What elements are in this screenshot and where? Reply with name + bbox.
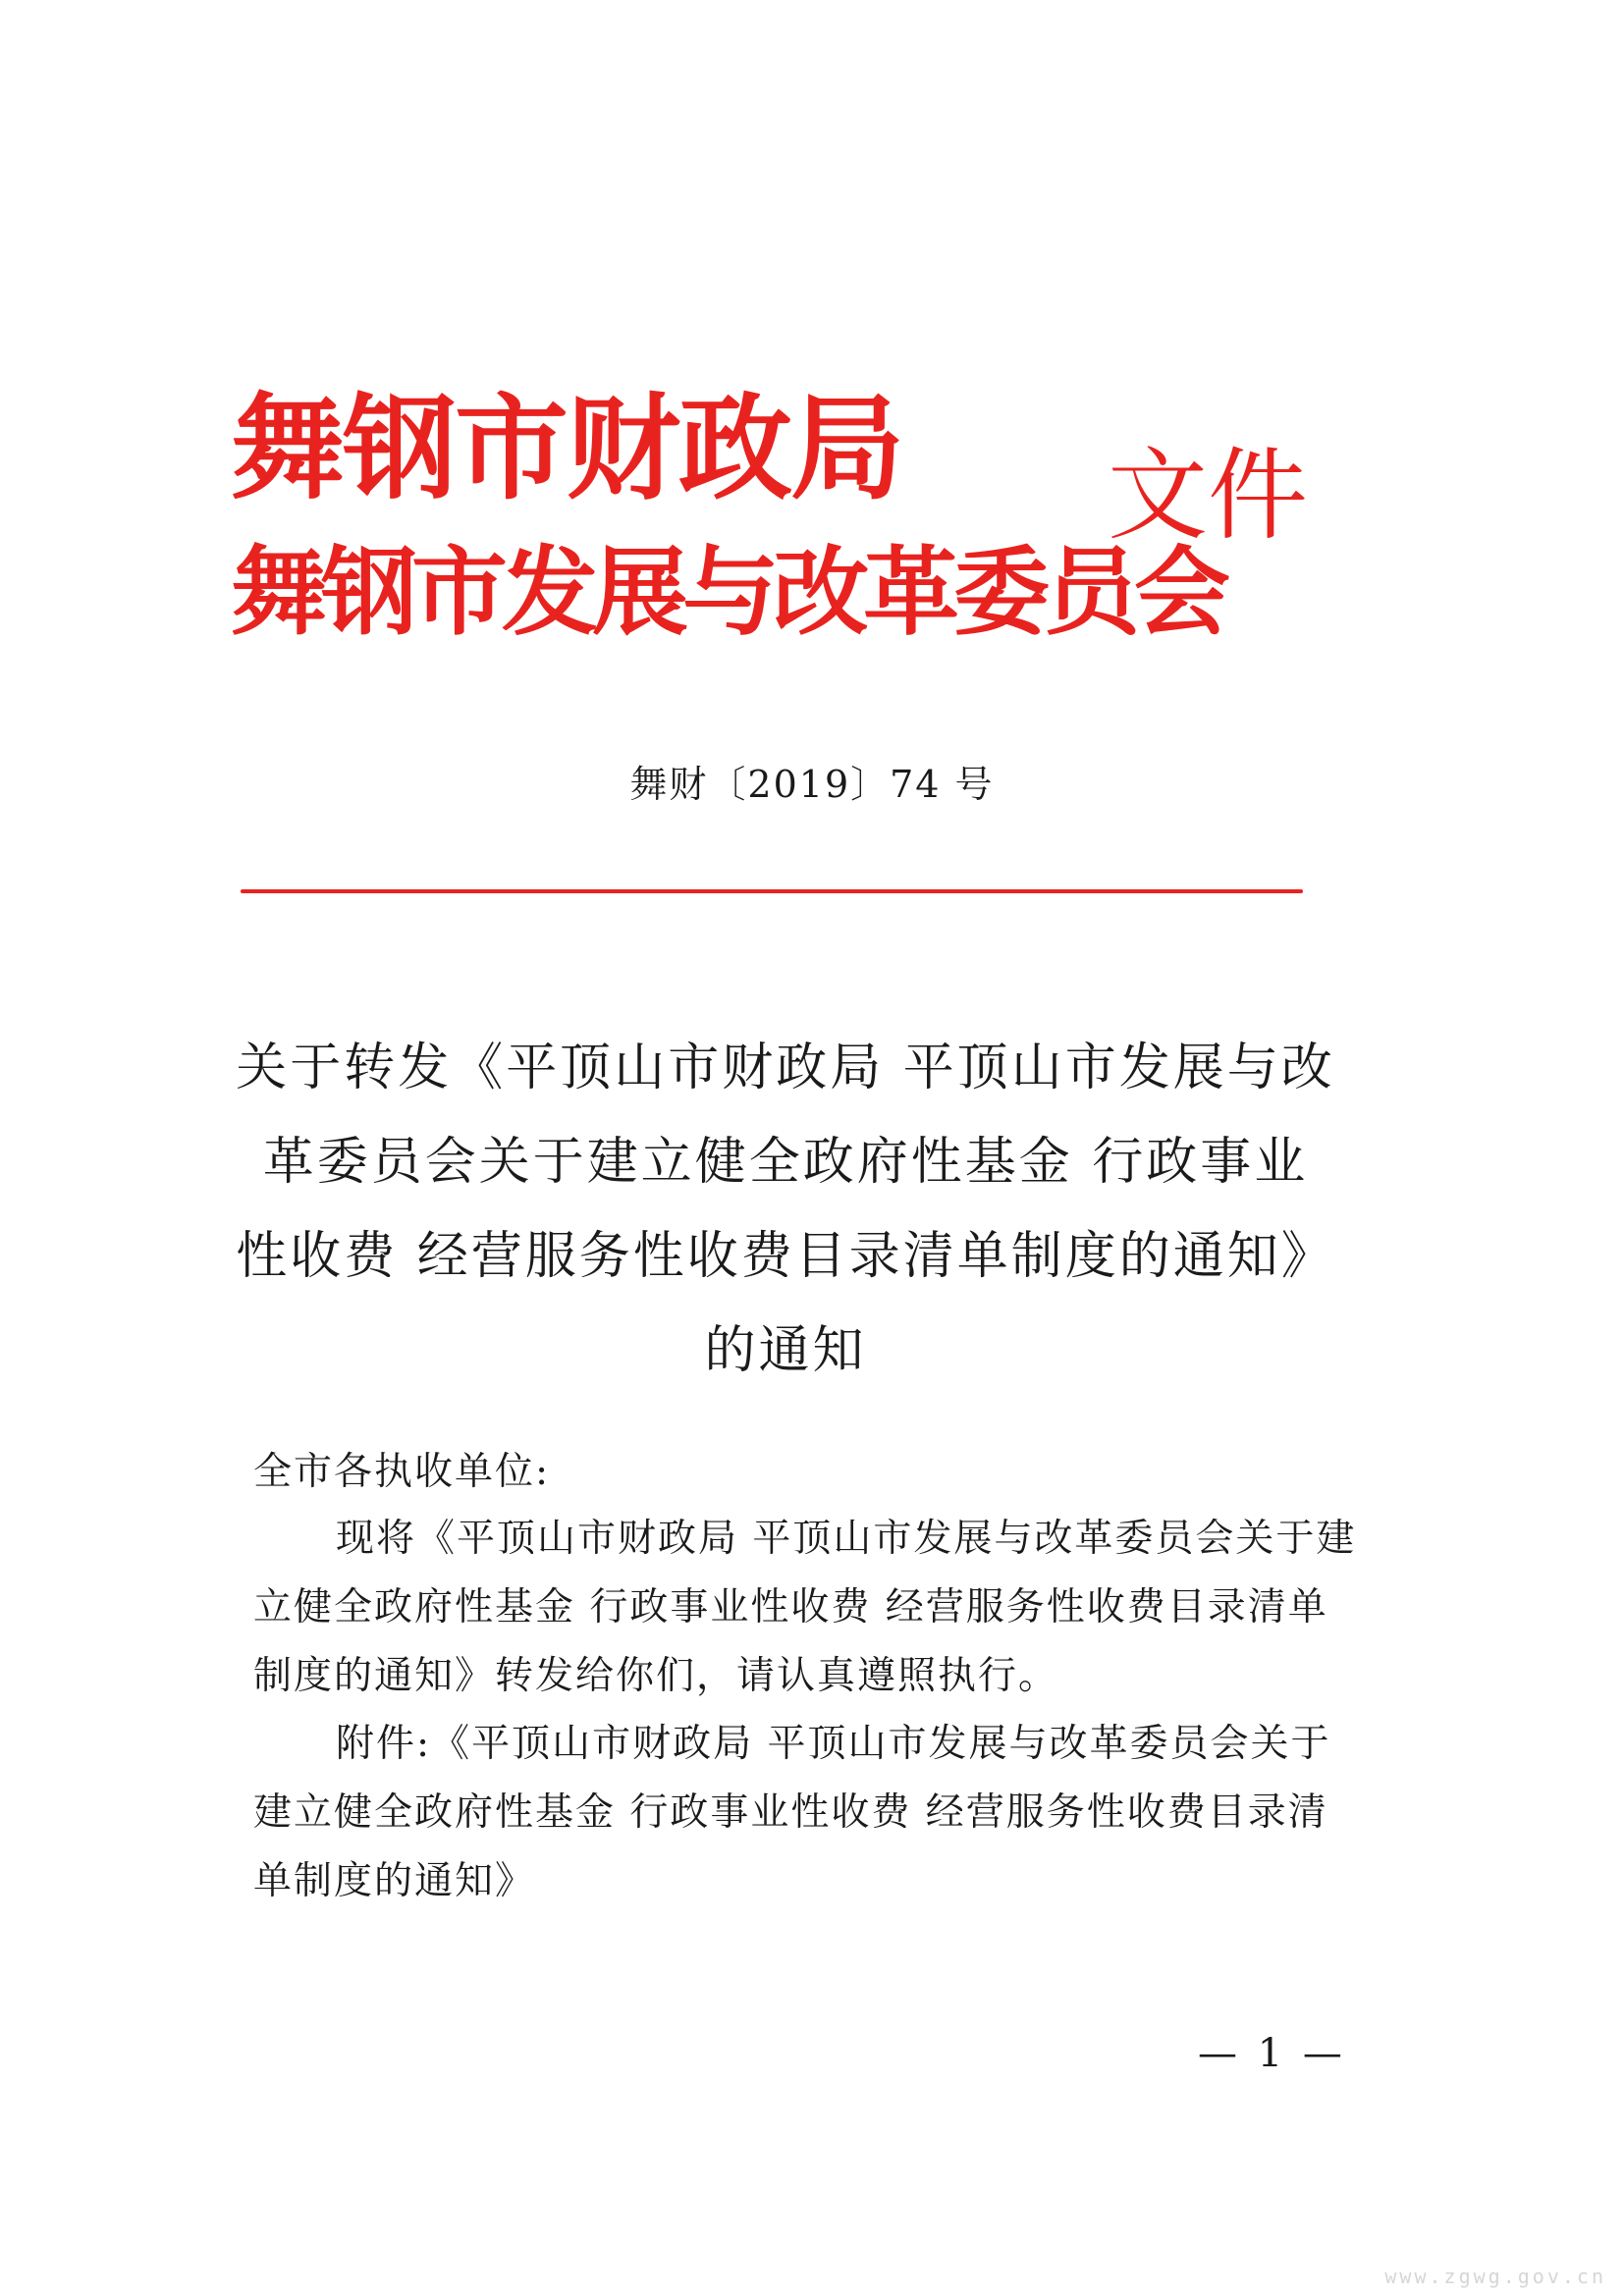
issuer-name-development-reform-commission: 舞钢市发展与改革委员会: [231, 537, 1225, 649]
document-number: 舞财〔2019〕74 号: [629, 763, 995, 806]
title-line: 性收费 经营服务性收费目录清单制度的通知》: [236, 1227, 1335, 1286]
page-number: — 1 —: [1198, 2031, 1346, 2076]
document-label: 文件: [1108, 438, 1308, 555]
red-separator-rule: [241, 889, 1303, 893]
body-paragraph: 现将《平顶山市财政局 平顶山市发展与改革委员会关于建立健全政府性基金 行政事业性收费 经营服务性收费目录清单制度的通知》转发给你们，请认真遵照执行。: [253, 1517, 1357, 1698]
title-line: 关于转发《平顶山市财政局 平顶山市发展与改: [236, 1039, 1335, 1097]
title-line: 的通知: [704, 1321, 867, 1380]
salutation: 全市各执收单位:: [253, 1450, 551, 1494]
document-title: [226, 1021, 1345, 1398]
issuer-name-finance-bureau: 舞钢市财政局: [231, 383, 902, 515]
site-watermark: www.zgwg.gov.cn: [1384, 2265, 1606, 2288]
title-line: 革委员会关于建立健全政府性基金 行政事业: [262, 1133, 1309, 1192]
attachment-paragraph: 附件:《平顶山市财政局 平顶山市发展与改革委员会关于建立健全政府性基金 行政事业性收费 经营服务性收费目录清单制度的通知》: [253, 1722, 1331, 1903]
